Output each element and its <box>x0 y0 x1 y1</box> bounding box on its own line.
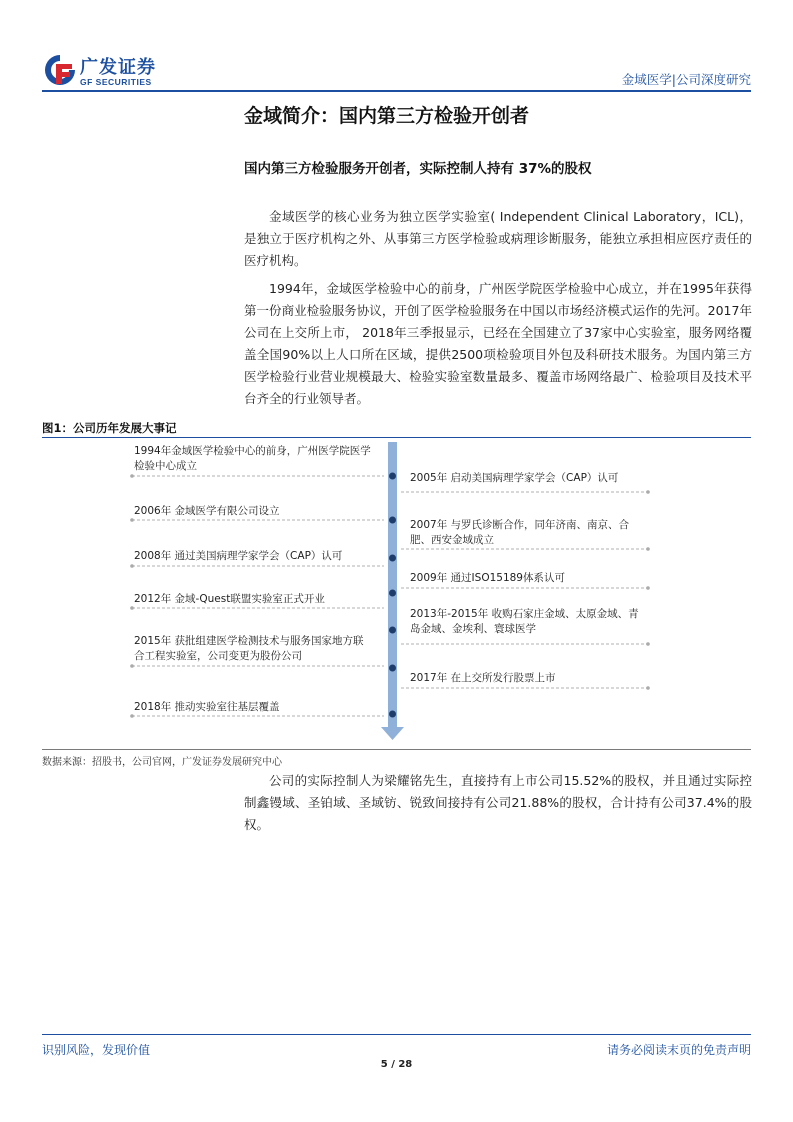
timeline-dot <box>389 711 396 718</box>
connector-end <box>130 564 134 568</box>
page-number: 5 / 28 <box>380 1059 413 1070</box>
timeline-event-left: 2012年 金域-Quest联盟实验室正式开业 <box>134 593 325 605</box>
timeline-event-right: 2005年 启动美国病理学家学会（CAP）认可 <box>410 472 619 484</box>
figure-title: 图1：公司历年发展大事记 <box>42 421 177 435</box>
timeline-event-right: 2009年 通过ISO15189体系认可 <box>410 572 565 584</box>
paragraph-intro: 金域医学的核心业务为独立医学实验室( Independent Clinical Laboratory，ICL)，是独立于医疗机构之外、从事第三方医学检验或病理诊断服务，能独立承担相应医疗责任的医疗机构。 <box>244 209 752 268</box>
logo-chinese-name: 广发证券 <box>80 57 156 78</box>
connector-end <box>130 664 134 668</box>
footer-divider <box>42 1034 751 1035</box>
section-title: 国内第三方检验服务开创者，实际控制人持有 37%的股权 <box>244 161 592 177</box>
report-label: 金域医学|公司深度研究 <box>621 72 751 87</box>
paragraph-ownership: 公司的实际控制人为梁耀铭先生，直接持有上市公司15.52%的股权，并且通过实际控制鑫镘域、圣铂域、圣域钫、锐致间接持有公司21.88%的股权，合计持有公司37.4%的股权。 <box>244 773 752 832</box>
timeline-event-right: 2013年-2015年 收购石家庄金域、太原金域、青岛金域、金埃利、寰球医学 <box>410 608 639 635</box>
timeline-event-right: 2017年 在上交所发行股票上市 <box>410 672 556 684</box>
timeline-event-left: 2008年 通过美国病理学家学会（CAP）认可 <box>134 550 343 562</box>
timeline-event-left: 1994年金域医学检验中心的前身，广州医学院医学检验中心成立 <box>134 445 371 472</box>
paragraph-history: 1994年，金域医学检验中心的前身，广州医学院医学检验中心成立，并在1995年获得第一份商业检验服务协议，开创了医学检验服务在中国以市场经济模式运作的先河。2017年公司在上交所上市， 2018年三季报显示，已经在全国建立了37家中心实验室，服务网络覆盖全国90%以上人口所在区域，提供2500项检验项目外包及科研技术服务。为国内第三方医学检验行业营业规模最大、检验实验室数量最多、覆盖市场网络最广、检验项目及技术平台齐全的行业领导者。 <box>244 281 752 406</box>
connector-end <box>130 474 134 478</box>
connector-end <box>646 586 650 590</box>
page-title: 金域简介：国内第三方检验开创者 <box>244 105 530 127</box>
timeline-event-left: 2015年 获批组建医学检测技术与服务国家地方联合工程实验室，公司变更为股份公司 <box>134 635 364 662</box>
timeline-dot <box>389 665 396 672</box>
figure-bottom-rule <box>42 749 751 750</box>
connector-end <box>646 642 650 646</box>
connector-end <box>646 490 650 494</box>
timeline-dot <box>389 627 396 634</box>
timeline-axis <box>388 442 397 727</box>
connector-end <box>646 686 650 690</box>
timeline-event-right: 2007年 与罗氏诊断合作，同年济南、南京、合肥、西安金域成立 <box>410 519 630 546</box>
timeline-dot <box>389 555 396 562</box>
timeline-dot <box>389 590 396 597</box>
connector-end <box>646 547 650 551</box>
timeline-dot <box>389 473 396 480</box>
timeline-event-left: 2018年 推动实验室往基层覆盖 <box>134 701 280 713</box>
logo-english-name: GF SECURITIES <box>80 77 152 87</box>
timeline-event-left: 2006年 金域医学有限公司设立 <box>134 505 280 517</box>
timeline-arrow-icon <box>381 727 404 740</box>
timeline-dot <box>389 517 396 524</box>
footer-slogan: 识别风险，发现价值 <box>42 1043 151 1057</box>
figure-source: 数据来源：招股书，公司官网，广发证券发展研究中心 <box>42 757 282 768</box>
footer-disclaimer: 请务必阅读末页的免责声明 <box>606 1043 751 1057</box>
